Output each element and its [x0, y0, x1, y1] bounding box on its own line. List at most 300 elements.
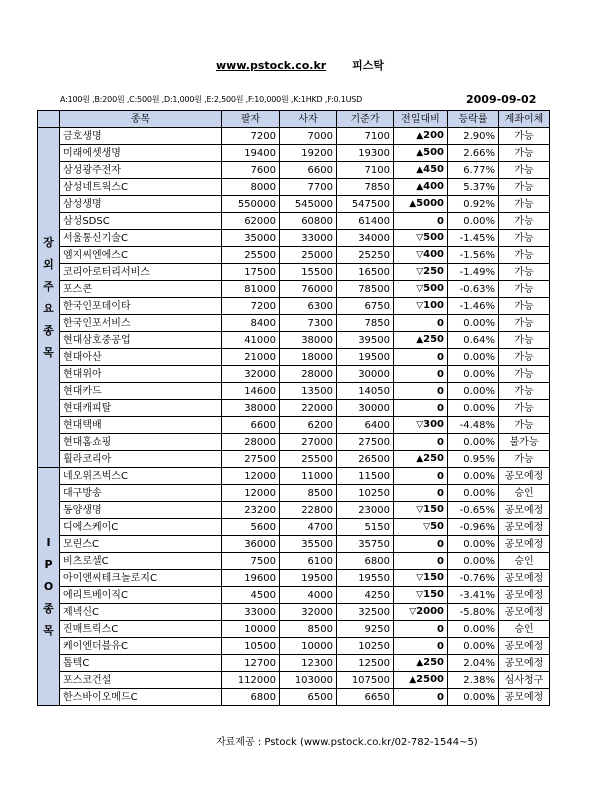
change-value: 500	[423, 232, 444, 243]
buy-price-cell: 7700	[280, 179, 337, 196]
change-cell	[394, 298, 448, 315]
change-rate-cell: -3.41%	[448, 587, 499, 604]
sell-price-cell: 12000	[222, 485, 280, 502]
transfer-status-cell: 공모예정	[499, 689, 550, 706]
base-price-cell: 19550	[337, 570, 394, 587]
table-row	[38, 672, 550, 689]
transfer-status-cell: 가능	[499, 298, 550, 315]
buy-price-cell: 22800	[280, 502, 337, 519]
sell-price-cell: 7600	[222, 162, 280, 179]
base-price-cell: 19300	[337, 145, 394, 162]
base-price-cell: 9250	[337, 621, 394, 638]
sell-price-cell: 32000	[222, 366, 280, 383]
table-row	[38, 264, 550, 281]
transfer-status-cell: 공모예정	[499, 655, 550, 672]
base-price-cell: 11500	[337, 468, 394, 485]
table-row	[38, 451, 550, 468]
change-value: 250	[423, 266, 444, 277]
brand-name: 피스탁	[352, 59, 384, 72]
base-price-cell: 6800	[337, 553, 394, 570]
base-price-cell: 6400	[337, 417, 394, 434]
base-price-cell: 12500	[337, 655, 394, 672]
down-triangle-icon: ▽	[416, 250, 424, 260]
buy-price-cell: 38000	[280, 332, 337, 349]
transfer-status-cell: 공모예정	[499, 468, 550, 485]
change-cell	[394, 128, 448, 145]
group-label-char: I	[46, 535, 51, 549]
buy-price-cell: 15500	[280, 264, 337, 281]
sell-price-cell: 12700	[222, 655, 280, 672]
base-price-cell: 547500	[337, 196, 394, 213]
transfer-status-cell: 가능	[499, 366, 550, 383]
col-header-base: 기준가	[337, 111, 394, 128]
change-cell	[394, 230, 448, 247]
buy-price-cell: 4700	[280, 519, 337, 536]
change-value: 2000	[416, 606, 444, 617]
base-price-cell: 7850	[337, 315, 394, 332]
col-header-change: 전일대비	[394, 111, 448, 128]
price-unit-legend: A:100원 ,B:200원 ,C:500원 ,D:1,000원 ,E:2,500원 ,F:10,000원 ,K:1HKD ,F:0.1USD	[60, 95, 363, 104]
sell-price-cell: 35000	[222, 230, 280, 247]
base-price-cell: 4250	[337, 587, 394, 604]
change-rate-cell: 2.04%	[448, 655, 499, 672]
change-cell	[394, 400, 448, 417]
sell-price-cell: 8000	[222, 179, 280, 196]
group-label-char: 종	[43, 323, 54, 337]
table-row	[38, 417, 550, 434]
stock-name-cell: 삼성네트웍스C	[60, 179, 222, 196]
stock-name-cell: 서울통신기술C	[60, 230, 222, 247]
sell-price-cell: 5600	[222, 519, 280, 536]
table-row	[38, 621, 550, 638]
change-cell	[394, 247, 448, 264]
group-label-char: 목	[43, 345, 54, 359]
table-row	[38, 587, 550, 604]
change-rate-cell: 0.00%	[448, 213, 499, 230]
change-value: 0	[437, 385, 444, 397]
base-price-cell: 10250	[337, 485, 394, 502]
stock-name-cell: 현대아산	[60, 349, 222, 366]
source-footer: 자료제공 : Pstock (www.pstock.co.kr/02-782-1544~5)	[216, 737, 478, 748]
buy-price-cell: 12300	[280, 655, 337, 672]
stock-name-cell: 삼성SDSC	[60, 213, 222, 230]
stock-name-cell: 비츠로셀C	[60, 553, 222, 570]
change-rate-cell: 0.00%	[448, 689, 499, 706]
group-label-char: 요	[43, 301, 54, 315]
transfer-status-cell: 공모예정	[499, 536, 550, 553]
group-label-char: 주	[43, 279, 54, 293]
change-rate-cell: -0.63%	[448, 281, 499, 298]
change-rate-cell: 0.00%	[448, 638, 499, 655]
transfer-status-cell: 가능	[499, 162, 550, 179]
transfer-status-cell: 가능	[499, 332, 550, 349]
group-label-char: 종	[43, 601, 54, 615]
up-triangle-icon: ▲	[416, 658, 424, 668]
change-value: 150	[423, 572, 444, 583]
buy-price-cell: 8500	[280, 485, 337, 502]
change-value: 0	[437, 691, 444, 703]
stock-name-cell: 삼성생명	[60, 196, 222, 213]
base-price-cell: 6650	[337, 689, 394, 706]
change-rate-cell: 0.00%	[448, 434, 499, 451]
transfer-status-cell: 가능	[499, 349, 550, 366]
sell-price-cell: 4500	[222, 587, 280, 604]
buy-price-cell: 18000	[280, 349, 337, 366]
sell-price-cell: 550000	[222, 196, 280, 213]
transfer-status-cell: 승인	[499, 621, 550, 638]
sell-price-cell: 19600	[222, 570, 280, 587]
change-value: 100	[423, 300, 444, 311]
change-rate-cell: 0.00%	[448, 349, 499, 366]
buy-price-cell: 32000	[280, 604, 337, 621]
group-label-char: 목	[43, 623, 54, 637]
change-value: 500	[423, 283, 444, 294]
change-cell	[394, 179, 448, 196]
stock-name-cell: 현대위아	[60, 366, 222, 383]
change-rate-cell: 0.92%	[448, 196, 499, 213]
change-rate-cell: -1.46%	[448, 298, 499, 315]
buy-price-cell: 25500	[280, 451, 337, 468]
transfer-status-cell: 불가능	[499, 434, 550, 451]
down-triangle-icon: ▽	[416, 420, 424, 430]
change-cell	[394, 536, 448, 553]
change-value: 500	[423, 147, 444, 158]
change-value: 250	[423, 453, 444, 464]
buy-price-cell: 33000	[280, 230, 337, 247]
buy-price-cell: 6100	[280, 553, 337, 570]
change-rate-cell: 0.00%	[448, 315, 499, 332]
transfer-status-cell: 공모예정	[499, 519, 550, 536]
buy-price-cell: 7300	[280, 315, 337, 332]
base-price-cell: 16500	[337, 264, 394, 281]
base-price-cell: 7100	[337, 128, 394, 145]
table-row	[38, 196, 550, 213]
change-cell	[394, 315, 448, 332]
change-cell	[394, 366, 448, 383]
table-row	[38, 349, 550, 366]
down-triangle-icon: ▽	[409, 607, 417, 617]
change-cell	[394, 468, 448, 485]
transfer-status-cell: 승인	[499, 485, 550, 502]
transfer-status-cell: 가능	[499, 281, 550, 298]
sell-price-cell: 38000	[222, 400, 280, 417]
base-price-cell: 32500	[337, 604, 394, 621]
up-triangle-icon: ▲	[416, 165, 424, 175]
down-triangle-icon: ▽	[416, 284, 424, 294]
change-value: 0	[437, 640, 444, 652]
group-label-char: O	[43, 579, 54, 593]
buy-price-cell: 7000	[280, 128, 337, 145]
transfer-status-cell: 가능	[499, 179, 550, 196]
base-price-cell: 107500	[337, 672, 394, 689]
change-rate-cell: 0.00%	[448, 383, 499, 400]
stock-name-cell: 디에스케이C	[60, 519, 222, 536]
sell-price-cell: 81000	[222, 281, 280, 298]
base-price-cell: 34000	[337, 230, 394, 247]
change-value: 0	[437, 436, 444, 448]
down-triangle-icon: ▽	[416, 267, 424, 277]
table-row	[38, 689, 550, 706]
change-value: 0	[437, 317, 444, 329]
change-cell	[394, 213, 448, 230]
change-value: 250	[423, 334, 444, 345]
down-triangle-icon: ▽	[416, 573, 424, 583]
table-row	[38, 536, 550, 553]
buy-price-cell: 60800	[280, 213, 337, 230]
change-cell	[394, 587, 448, 604]
group-label	[38, 128, 60, 468]
change-cell	[394, 281, 448, 298]
table-row	[38, 145, 550, 162]
stock-name-cell: 에리트베이직C	[60, 587, 222, 604]
change-rate-cell: -1.45%	[448, 230, 499, 247]
base-price-cell: 35750	[337, 536, 394, 553]
change-cell	[394, 672, 448, 689]
change-rate-cell: -0.65%	[448, 502, 499, 519]
table-row	[38, 485, 550, 502]
sell-price-cell: 6800	[222, 689, 280, 706]
sell-price-cell: 41000	[222, 332, 280, 349]
stock-name-cell: 네오위즈벅스C	[60, 468, 222, 485]
sell-price-cell: 25500	[222, 247, 280, 264]
change-cell	[394, 638, 448, 655]
change-rate-cell: 0.00%	[448, 536, 499, 553]
up-triangle-icon: ▲	[416, 335, 424, 345]
change-cell	[394, 604, 448, 621]
transfer-status-cell: 가능	[499, 400, 550, 417]
change-value: 0	[437, 368, 444, 380]
stock-name-cell: 한국인포데이타	[60, 298, 222, 315]
change-cell	[394, 519, 448, 536]
table-row	[38, 553, 550, 570]
up-triangle-icon: ▲	[416, 131, 424, 141]
table-row	[38, 162, 550, 179]
stock-name-cell: 금호생명	[60, 128, 222, 145]
table-row	[38, 298, 550, 315]
table-body	[38, 128, 550, 706]
stock-name-cell: 동양생명	[60, 502, 222, 519]
base-price-cell: 30000	[337, 400, 394, 417]
change-value: 0	[437, 538, 444, 550]
change-cell	[394, 417, 448, 434]
transfer-status-cell: 가능	[499, 145, 550, 162]
transfer-status-cell: 가능	[499, 196, 550, 213]
sell-price-cell: 17500	[222, 264, 280, 281]
stock-name-cell: 현대삼호중공업	[60, 332, 222, 349]
change-value: 0	[437, 487, 444, 499]
change-cell	[394, 621, 448, 638]
change-value: 150	[423, 504, 444, 515]
stock-name-cell: 제넥신C	[60, 604, 222, 621]
table-row	[38, 502, 550, 519]
table-row	[38, 434, 550, 451]
sell-price-cell: 36000	[222, 536, 280, 553]
base-price-cell: 10250	[337, 638, 394, 655]
base-price-cell: 7100	[337, 162, 394, 179]
buy-price-cell: 6200	[280, 417, 337, 434]
transfer-status-cell: 공모예정	[499, 502, 550, 519]
table-row	[38, 604, 550, 621]
change-value: 5000	[416, 198, 444, 209]
table-row	[38, 213, 550, 230]
buy-price-cell: 13500	[280, 383, 337, 400]
stock-name-cell: 현대캐피탈	[60, 400, 222, 417]
change-rate-cell: 0.95%	[448, 451, 499, 468]
change-cell	[394, 689, 448, 706]
transfer-status-cell: 공모예정	[499, 604, 550, 621]
col-header-buy: 사자	[280, 111, 337, 128]
sell-price-cell: 12000	[222, 468, 280, 485]
transfer-status-cell: 가능	[499, 383, 550, 400]
change-value: 400	[423, 249, 444, 260]
transfer-status-cell: 공모예정	[499, 587, 550, 604]
change-value: 400	[423, 181, 444, 192]
stock-name-cell: 모린스C	[60, 536, 222, 553]
stock-name-cell: 톱텍C	[60, 655, 222, 672]
change-cell	[394, 162, 448, 179]
change-cell	[394, 434, 448, 451]
change-value: 0	[437, 402, 444, 414]
change-cell	[394, 485, 448, 502]
change-rate-cell: -5.80%	[448, 604, 499, 621]
change-value: 150	[423, 589, 444, 600]
quote-table	[37, 110, 550, 706]
change-rate-cell: 2.38%	[448, 672, 499, 689]
transfer-status-cell: 가능	[499, 247, 550, 264]
sell-price-cell: 6600	[222, 417, 280, 434]
change-cell	[394, 451, 448, 468]
stock-name-cell: 휠라코리아	[60, 451, 222, 468]
change-rate-cell: 5.37%	[448, 179, 499, 196]
change-cell	[394, 570, 448, 587]
change-value: 200	[423, 130, 444, 141]
change-rate-cell: -0.76%	[448, 570, 499, 587]
table-row	[38, 247, 550, 264]
table-row	[38, 519, 550, 536]
site-url[interactable]: www.pstock.co.kr	[216, 59, 327, 72]
transfer-status-cell: 가능	[499, 451, 550, 468]
transfer-status-cell: 가능	[499, 417, 550, 434]
buy-price-cell: 4000	[280, 587, 337, 604]
buy-price-cell: 19500	[280, 570, 337, 587]
buy-price-cell: 103000	[280, 672, 337, 689]
base-price-cell: 7850	[337, 179, 394, 196]
change-rate-cell: 0.00%	[448, 468, 499, 485]
up-triangle-icon: ▲	[409, 675, 417, 685]
down-triangle-icon: ▽	[416, 505, 424, 515]
stock-name-cell: 현대택배	[60, 417, 222, 434]
sell-price-cell: 7500	[222, 553, 280, 570]
base-price-cell: 30000	[337, 366, 394, 383]
change-value: 2500	[416, 674, 444, 685]
table-row	[38, 332, 550, 349]
stock-name-cell: 아이앤씨테크놀로지C	[60, 570, 222, 587]
base-price-cell: 5150	[337, 519, 394, 536]
up-triangle-icon: ▲	[416, 182, 424, 192]
sell-price-cell: 14600	[222, 383, 280, 400]
change-rate-cell: 2.66%	[448, 145, 499, 162]
table-row	[38, 366, 550, 383]
page-title	[0, 57, 600, 73]
up-triangle-icon: ▲	[409, 199, 417, 209]
change-value: 0	[437, 623, 444, 635]
down-triangle-icon: ▽	[416, 590, 424, 600]
sell-price-cell: 27500	[222, 451, 280, 468]
transfer-status-cell: 가능	[499, 264, 550, 281]
table-row	[38, 570, 550, 587]
transfer-status-cell: 가능	[499, 213, 550, 230]
stock-name-cell: 삼성광주전자	[60, 162, 222, 179]
buy-price-cell: 76000	[280, 281, 337, 298]
table-row	[38, 638, 550, 655]
base-price-cell: 14050	[337, 383, 394, 400]
change-value: 0	[437, 215, 444, 227]
table-row	[38, 383, 550, 400]
change-rate-cell: 2.90%	[448, 128, 499, 145]
table-row	[38, 468, 550, 485]
sell-price-cell: 19400	[222, 145, 280, 162]
change-cell	[394, 655, 448, 672]
sell-price-cell: 10000	[222, 621, 280, 638]
stock-name-cell: 케이엔더블유C	[60, 638, 222, 655]
change-rate-cell: -4.48%	[448, 417, 499, 434]
change-cell	[394, 502, 448, 519]
stock-name-cell: 현대카드	[60, 383, 222, 400]
transfer-status-cell: 심사청구	[499, 672, 550, 689]
base-price-cell: 23000	[337, 502, 394, 519]
stock-name-cell: 대구방송	[60, 485, 222, 502]
col-header-sell: 팔자	[222, 111, 280, 128]
change-rate-cell: -1.56%	[448, 247, 499, 264]
table-row	[38, 179, 550, 196]
table-row	[38, 315, 550, 332]
change-rate-cell: -1.49%	[448, 264, 499, 281]
change-rate-cell: -0.96%	[448, 519, 499, 536]
transfer-status-cell: 가능	[499, 315, 550, 332]
up-triangle-icon: ▲	[416, 454, 424, 464]
transfer-status-cell: 공모예정	[499, 570, 550, 587]
base-price-cell: 78500	[337, 281, 394, 298]
change-rate-cell: 0.00%	[448, 621, 499, 638]
table-row	[38, 281, 550, 298]
change-cell	[394, 553, 448, 570]
sell-price-cell: 23200	[222, 502, 280, 519]
base-price-cell: 61400	[337, 213, 394, 230]
transfer-status-cell: 가능	[499, 128, 550, 145]
table-row	[38, 128, 550, 145]
buy-price-cell: 6300	[280, 298, 337, 315]
down-triangle-icon: ▽	[416, 233, 424, 243]
down-triangle-icon: ▽	[416, 301, 424, 311]
change-rate-cell: 0.00%	[448, 366, 499, 383]
buy-price-cell: 27000	[280, 434, 337, 451]
table-row	[38, 400, 550, 417]
table-header-row	[38, 111, 550, 128]
change-rate-cell: 0.00%	[448, 553, 499, 570]
base-price-cell: 39500	[337, 332, 394, 349]
table-row	[38, 655, 550, 672]
sell-price-cell: 112000	[222, 672, 280, 689]
change-value: 0	[437, 351, 444, 363]
stock-name-cell: 코리아로터리서비스	[60, 264, 222, 281]
up-triangle-icon: ▲	[416, 148, 424, 158]
col-header-transfer: 계좌이체	[499, 111, 550, 128]
col-header-name: 종목	[60, 111, 222, 128]
buy-price-cell: 11000	[280, 468, 337, 485]
change-rate-cell: 6.77%	[448, 162, 499, 179]
change-cell	[394, 145, 448, 162]
stock-name-cell: 현대홈쇼핑	[60, 434, 222, 451]
